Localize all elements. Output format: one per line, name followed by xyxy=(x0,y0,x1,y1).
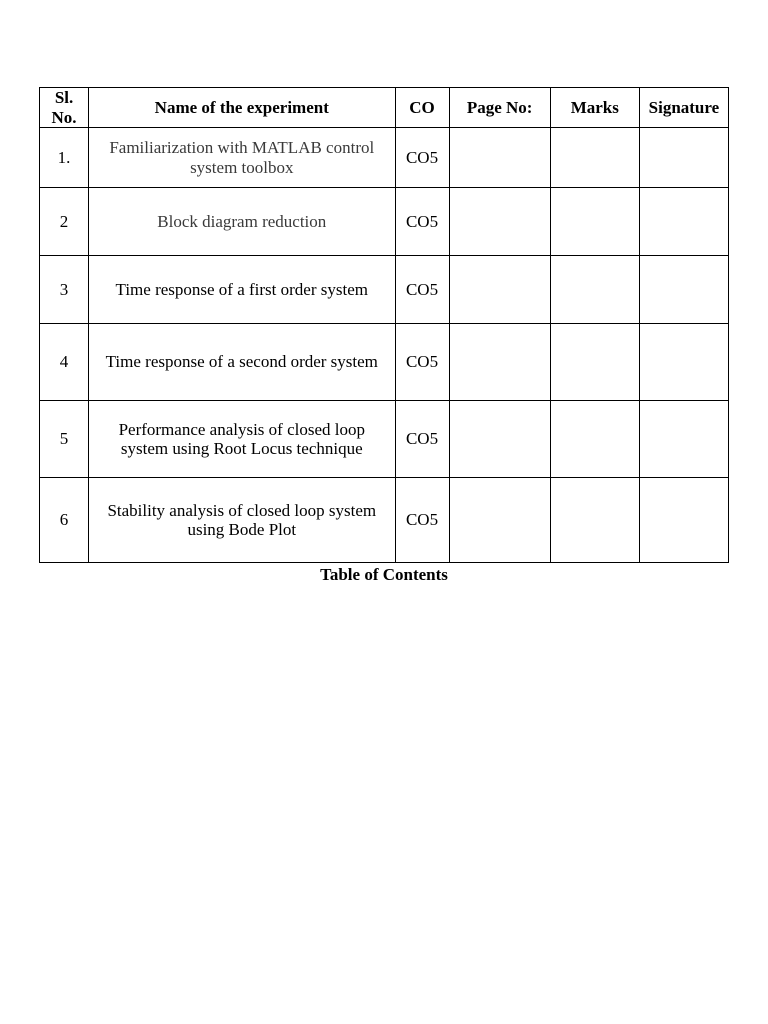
experiment-name-cell: Familiarization with MATLAB control system toolbox xyxy=(89,128,395,188)
signature-cell xyxy=(639,324,728,401)
signature-cell xyxy=(639,401,728,478)
signature-cell xyxy=(639,256,728,324)
signature-cell xyxy=(639,128,728,188)
sl-no-cell: 2 xyxy=(40,188,89,256)
page-no-cell xyxy=(449,256,550,324)
co-cell: CO5 xyxy=(395,401,449,478)
marks-cell xyxy=(550,256,639,324)
marks-cell xyxy=(550,188,639,256)
marks-cell xyxy=(550,128,639,188)
table-caption: Table of Contents xyxy=(320,565,448,584)
page-no-cell xyxy=(449,478,550,563)
header-sl-no: Sl. No. xyxy=(40,88,89,128)
experiment-name-cell: Time response of a first order system xyxy=(89,256,395,324)
page-no-cell xyxy=(449,128,550,188)
experiment-name-cell: Block diagram reduction xyxy=(89,188,395,256)
page-no-cell xyxy=(449,188,550,256)
table-row xyxy=(40,324,729,401)
table-row xyxy=(40,256,729,324)
co-cell: CO5 xyxy=(395,256,449,324)
header-experiment-name: Name of the experiment xyxy=(89,88,395,128)
sl-no-cell: 3 xyxy=(40,256,89,324)
experiment-name-cell: Stability analysis of closed loop system using Bode Plot xyxy=(89,478,395,563)
header-page-no: Page No: xyxy=(449,88,550,128)
sl-no-cell: 6 xyxy=(40,478,89,563)
header-signature: Signature xyxy=(639,88,728,128)
experiment-name-cell: Performance analysis of closed loop system using Root Locus technique xyxy=(89,401,395,478)
header-marks: Marks xyxy=(550,88,639,128)
co-cell: CO5 xyxy=(395,188,449,256)
co-cell: CO5 xyxy=(395,478,449,563)
sl-no-cell: 1. xyxy=(40,128,89,188)
sl-no-cell: 4 xyxy=(40,324,89,401)
table-row xyxy=(40,401,729,478)
co-cell: CO5 xyxy=(395,128,449,188)
page-no-cell xyxy=(449,401,550,478)
header-row xyxy=(40,88,729,128)
experiment-name-cell: Time response of a second order system xyxy=(89,324,395,401)
co-cell: CO5 xyxy=(395,324,449,401)
signature-cell xyxy=(639,478,728,563)
table-row xyxy=(40,188,729,256)
header-co: CO xyxy=(395,88,449,128)
page-no-cell xyxy=(449,324,550,401)
table-row xyxy=(40,478,729,563)
marks-cell xyxy=(550,401,639,478)
table-of-contents xyxy=(39,87,729,563)
marks-cell xyxy=(550,324,639,401)
table-row xyxy=(40,128,729,188)
marks-cell xyxy=(550,478,639,563)
sl-no-cell: 5 xyxy=(40,401,89,478)
signature-cell xyxy=(639,188,728,256)
